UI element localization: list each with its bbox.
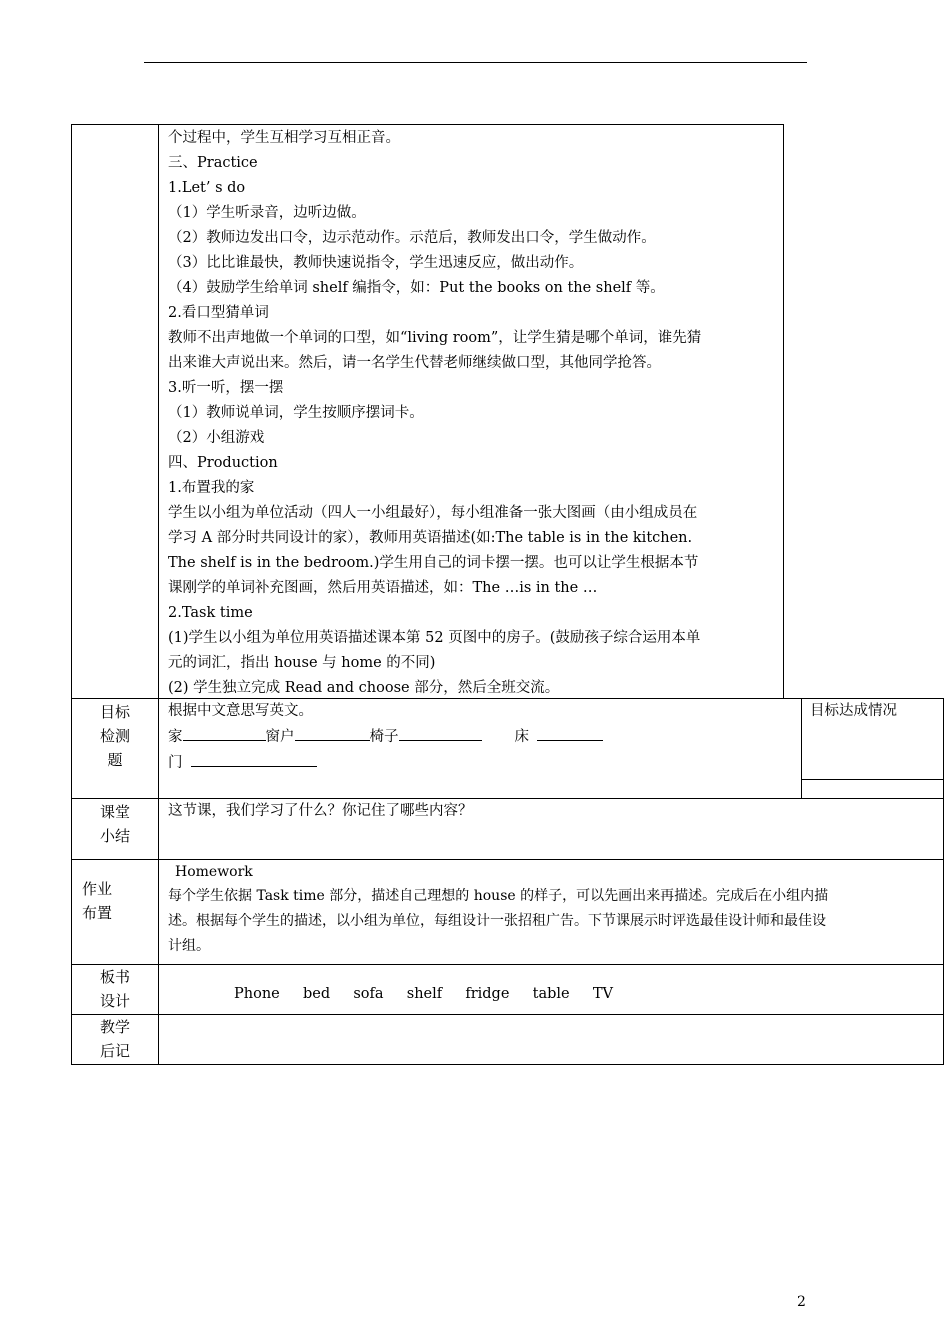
- board-words: [234, 982, 613, 1007]
- procedure-line: 学生以小组为单位活动（四人一小组最好），每小组准备一张大图画（由小组成员在: [168, 505, 698, 521]
- board-word: Phone: [234, 986, 280, 1002]
- procedure-line: 2.Task time: [168, 605, 253, 621]
- goal-item-label: 门: [168, 755, 183, 771]
- summary-label: [72, 800, 158, 848]
- procedure-line: 教师不出声地做一个单词的口型，如“living room”，让学生猜是哪个单词，谁先猜: [168, 330, 702, 346]
- procedure-line: 学习 A 部分时共同设计的家），教师用英语描述(如:The table is in the kitchen.: [168, 530, 693, 546]
- homework-content: [168, 860, 938, 959]
- goal-item-label: 窗户: [265, 729, 295, 745]
- board-label: [72, 965, 158, 1013]
- board-word: shelf: [406, 986, 443, 1002]
- row-border-4: [71, 964, 944, 965]
- label-line: 题: [107, 751, 123, 769]
- goal-items-row: [168, 750, 788, 776]
- procedure-line: （2）小组游戏: [168, 430, 265, 446]
- goal-check-label: [72, 700, 158, 772]
- row-border-5: [71, 1014, 944, 1015]
- answer-blank[interactable]: [399, 724, 482, 741]
- homework-title: Homework: [175, 864, 253, 880]
- procedure-line: 三、Practice: [168, 155, 258, 171]
- procedure-line: (1)学生以小组为单位用英语描述课本第 52 页图中的房子。(鼓励孩子综合运用本单: [168, 630, 701, 646]
- procedure-line: （3）比比谁最快，教师快速说指令，学生迅速反应，做出动作。: [168, 255, 584, 271]
- goal-status-inner-border: [801, 779, 944, 780]
- procedure-line: 1.布置我的家: [168, 480, 255, 496]
- procedure-line: The shelf is in the bedroom.)学生用自己的词卡摆一摆。也可以让学生根据本节: [168, 555, 699, 571]
- board-word: sofa: [353, 986, 384, 1002]
- label-line: 教学: [99, 1018, 130, 1036]
- procedure-line: 四、Production: [168, 455, 278, 471]
- homework-line: 述。根据每个学生的描述，以小组为单位，每组设计一张招租广告。下节课展示时评选最佳设计师和最佳设: [168, 913, 826, 929]
- page-number: 2: [797, 1294, 806, 1310]
- answer-blank[interactable]: [537, 724, 603, 741]
- procedure-content: [168, 126, 780, 701]
- goal-check-content: [168, 699, 788, 776]
- label-line: 目标: [99, 703, 130, 721]
- label-line: 板书: [99, 968, 130, 986]
- board-word: table: [532, 986, 570, 1002]
- procedure-line: 1.Let’ s do: [168, 180, 246, 196]
- homework-label: [72, 877, 122, 925]
- table-right-border: [943, 698, 944, 1065]
- notes-column-border-top: [783, 124, 784, 698]
- board-word: TV: [592, 986, 614, 1002]
- label-line: 课堂: [99, 803, 130, 821]
- label-line: 设计: [99, 992, 130, 1010]
- table-bottom-border: [71, 1064, 944, 1065]
- table-top-border: [71, 124, 784, 125]
- label-line: 作业: [81, 880, 112, 898]
- goal-instruction: 根据中文意思写英文。: [168, 703, 313, 719]
- answer-blank[interactable]: [295, 724, 370, 741]
- label-line: 后记: [99, 1042, 130, 1060]
- goal-item-label: 床: [514, 729, 529, 745]
- label-column-border: [158, 124, 159, 1065]
- procedure-line: （4）鼓励学生给单词 shelf 编指令，如：Put the books on the shelf 等。: [168, 280, 665, 296]
- goal-items-row: [168, 724, 788, 750]
- procedure-line: (2) 学生独立完成 Read and choose 部分，然后全班交流。: [168, 680, 560, 696]
- procedure-line: 3.听一听，摆一摆: [168, 380, 284, 396]
- goal-item-label: 椅子: [369, 729, 399, 745]
- goal-item-label: 家: [168, 729, 183, 745]
- answer-blank[interactable]: [183, 724, 266, 741]
- goal-status-border: [801, 698, 802, 798]
- goal-status-label: 目标达成情况: [810, 703, 897, 719]
- procedure-line: （1）教师说单词，学生按顺序摆词卡。: [168, 405, 424, 421]
- procedure-line: 个过程中，学生互相学习互相正音。: [168, 130, 400, 146]
- procedure-line: 元的词汇，指出 house 与 home 的不同): [168, 655, 436, 671]
- header-rule: [144, 62, 807, 63]
- board-word: fridge: [465, 986, 510, 1002]
- homework-line: 每个学生依据 Task time 部分，描述自己理想的 house 的样子，可以先画出来再描述。完成后在小组内描: [168, 888, 829, 904]
- procedure-line: 课刚学的单词补充图画，然后用英语描述，如：The …is in the …: [168, 580, 598, 596]
- label-line: 布置: [81, 904, 112, 922]
- procedure-line: （1）学生听录音，边听边做。: [168, 205, 366, 221]
- answer-blank[interactable]: [191, 750, 317, 767]
- procedure-line: 2.看口型猜单词: [168, 305, 269, 321]
- procedure-line: 出来谁大声说出来。然后，请一名学生代替老师继续做口型，其他同学抢答。: [168, 355, 661, 371]
- label-line: 小结: [99, 827, 130, 845]
- board-word: bed: [302, 986, 331, 1002]
- procedure-line: （2）教师边发出口令，边示范动作。示范后，教师发出口令，学生做动作。: [168, 230, 656, 246]
- label-line: 检测: [99, 727, 130, 745]
- summary-text: 这节课，我们学习了什么？你记住了哪些内容？: [168, 803, 473, 819]
- homework-line: 计组。: [168, 938, 210, 954]
- reflection-label: [72, 1015, 158, 1063]
